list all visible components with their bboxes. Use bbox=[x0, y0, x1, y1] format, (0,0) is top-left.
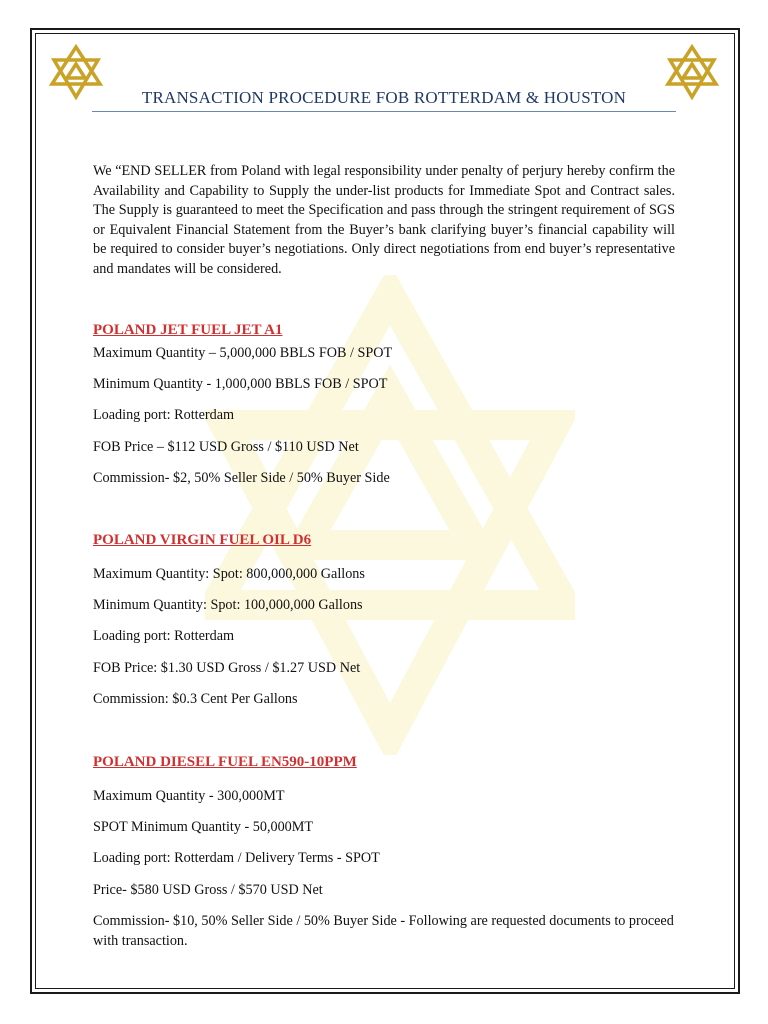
field-min-quantity: Minimum Quantity - 1,000,000 BBLS FOB / SPOT bbox=[93, 376, 388, 392]
field-min-quantity: SPOT Minimum Quantity - 50,000MT bbox=[93, 819, 314, 835]
field-min-quantity: Minimum Quantity: Spot: 100,000,000 Gallons bbox=[93, 597, 363, 613]
field-commission: Commission- $2, 50% Seller Side / 50% Buyer Side bbox=[93, 470, 390, 486]
field-loading-port: Loading port: Rotterdam bbox=[93, 407, 235, 423]
field-price: FOB Price: $1.30 USD Gross / $1.27 USD Net bbox=[93, 660, 361, 676]
field-max-quantity: Maximum Quantity – 5,000,000 BBLS FOB / SPOT bbox=[93, 345, 393, 361]
section-heading: POLAND DIESEL FUEL EN590-10PPM bbox=[93, 754, 357, 770]
section-heading: POLAND VIRGIN FUEL OIL D6 bbox=[93, 532, 312, 548]
field-price: FOB Price – $112 USD Gross / $110 USD Net bbox=[93, 439, 359, 455]
field-max-quantity: Maximum Quantity - 300,000MT bbox=[93, 788, 285, 804]
intro-paragraph: We “END SELLER from Poland with legal responsibility under penalty of perjury hereby confirm the Availability and Capability to Supply the under-list products for Immediate Spot and Contract sales. The Supply is guaranteed to meet the Specification and pass through the stringent requirement of SGS or Equivalent Financial Statement from the Buyer’s bank clarifying buyer’s financial capability will be required to consider buyer’s negotiations. Only direct negotiations from end buyer’s representative and mandates will be considered. bbox=[93, 163, 675, 277]
document-title: TRANSACTION PROCEDURE FOB ROTTERDAM & HOUSTON bbox=[141, 88, 627, 107]
section-heading: POLAND JET FUEL JET A1 bbox=[93, 322, 283, 338]
field-commission: Commission- $10, 50% Seller Side / 50% Buyer Side - Following are requested documents to proceed with transaction. bbox=[93, 913, 674, 949]
field-price: Price- $580 USD Gross / $570 USD Net bbox=[93, 882, 323, 898]
field-loading-port: Loading port: Rotterdam / Delivery Terms - SPOT bbox=[93, 850, 380, 866]
field-max-quantity: Maximum Quantity: Spot: 800,000,000 Gallons bbox=[93, 566, 365, 582]
field-loading-port: Loading port: Rotterdam bbox=[93, 628, 235, 644]
title-divider bbox=[92, 111, 676, 112]
product-section-diesel-fuel bbox=[93, 754, 693, 949]
product-section-jet-fuel bbox=[93, 322, 693, 486]
product-section-virgin-fuel-oil bbox=[93, 532, 693, 707]
field-commission: Commission: $0.3 Cent Per Gallons bbox=[93, 691, 298, 707]
